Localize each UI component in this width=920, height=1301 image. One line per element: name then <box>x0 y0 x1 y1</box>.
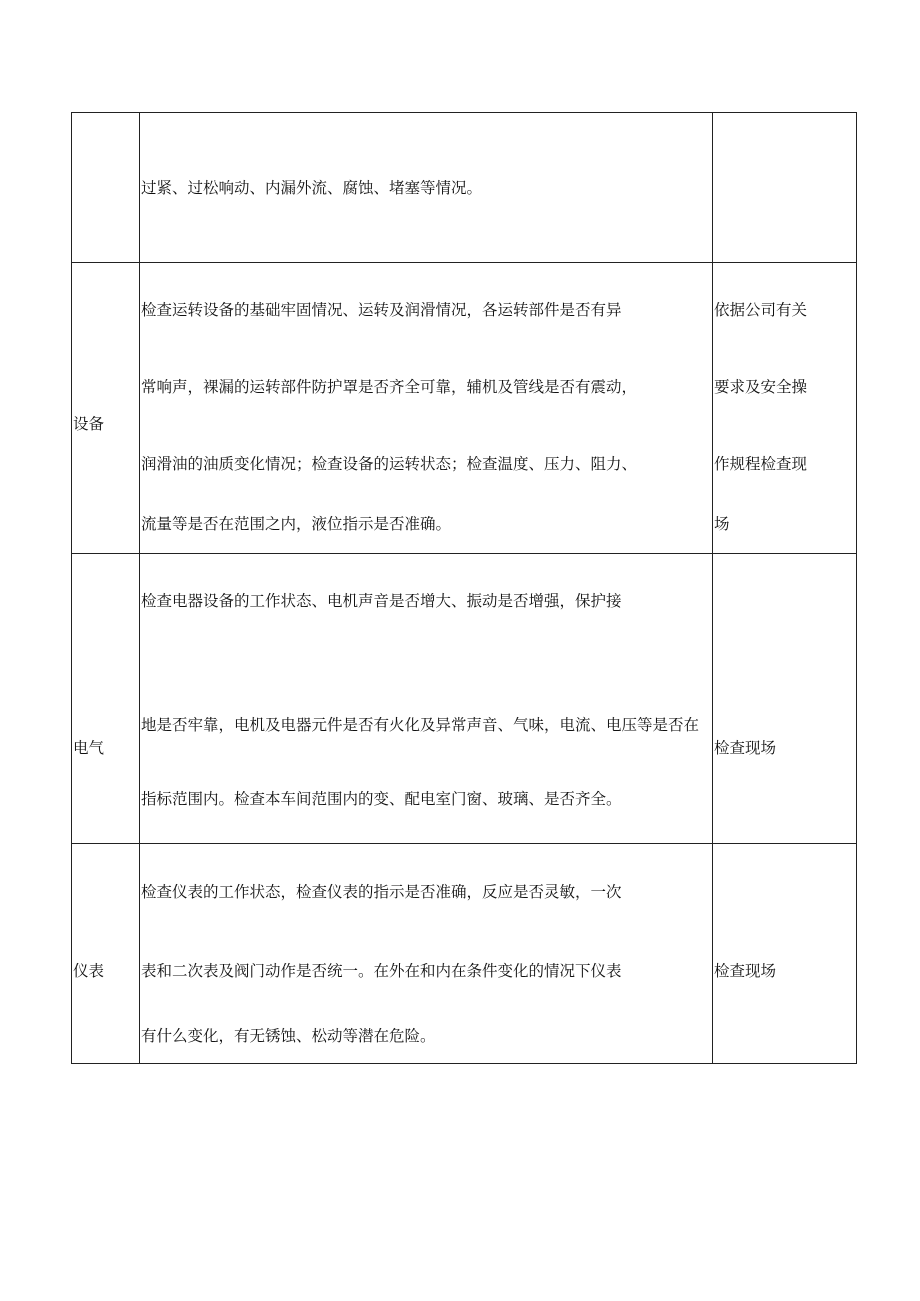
content-line: 过紧、过松响动、内漏外流、腐蚀、堵塞等情况。 <box>141 179 483 197</box>
method-line: 作规程检查现 <box>714 455 808 473</box>
method-line: 检查现场 <box>714 739 777 757</box>
inspection-table <box>71 112 857 1064</box>
table-row <box>72 553 856 843</box>
category-cell <box>72 844 140 1063</box>
content-line: 检查电器设备的工作状态、电机声音是否增大、振动是否增强，保护接 <box>141 592 622 610</box>
content-line: 表和二次表及阀门动作是否统一。在外在和内在条件变化的情况下仪表 <box>141 962 622 980</box>
content-cell <box>140 113 713 262</box>
content-line: 常响声，裸漏的运转部件防护罩是否齐全可靠，辅机及管线是否有震动， <box>141 378 638 396</box>
content-cell <box>140 844 713 1063</box>
method-line: 要求及安全操 <box>714 378 808 396</box>
method-cell <box>713 263 856 553</box>
content-line: 地是否牢靠，电机及电器元件是否有火化及异常声音、气味，电流、电压等是否在 <box>141 716 700 734</box>
table-row <box>72 262 856 553</box>
content-cell <box>140 263 713 553</box>
content-line: 润滑油的油质变化情况；检查设备的运转状态；检查温度、压力、阻力、 <box>141 455 638 473</box>
content-line: 有什么变化，有无锈蚀、松动等潜在危险。 <box>141 1027 436 1045</box>
category-cell <box>72 263 140 553</box>
content-line: 检查运转设备的基础牢固情况、运转及润滑情况，各运转部件是否有异 <box>141 301 622 319</box>
category-label: 设备 <box>73 415 105 433</box>
table-row <box>72 843 856 1063</box>
method-line: 依据公司有关 <box>714 301 808 319</box>
content-line: 指标范围内。检查本车间范围内的变、配电室门窗、玻璃、是否齐全。 <box>141 790 622 808</box>
content-line: 流量等是否在范围之内，液位指示是否准确。 <box>141 515 452 533</box>
category-cell <box>72 554 140 843</box>
category-cell <box>72 113 140 262</box>
method-cell <box>713 844 856 1063</box>
method-line: 场 <box>714 515 730 533</box>
method-cell <box>713 554 856 843</box>
content-cell <box>140 554 713 843</box>
content-line: 检查仪表的工作状态，检查仪表的指示是否准确，反应是否灵敏，一次 <box>141 883 622 901</box>
table-row <box>72 113 856 262</box>
category-label: 仪表 <box>73 962 105 980</box>
category-label: 电气 <box>73 739 105 757</box>
method-line: 检查现场 <box>714 962 777 980</box>
method-cell <box>713 113 856 262</box>
